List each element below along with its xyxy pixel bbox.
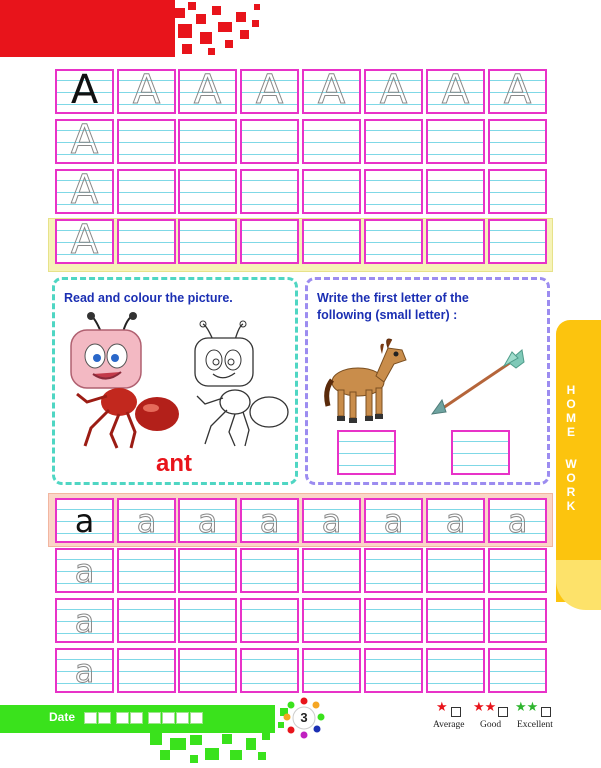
star-icon: ★★ bbox=[473, 699, 497, 714]
uppercase-cell[interactable] bbox=[117, 119, 176, 164]
tab-letter: O bbox=[566, 397, 576, 411]
uppercase-cell[interactable] bbox=[240, 219, 299, 264]
coloured-ant-illustration bbox=[61, 310, 179, 450]
uppercase-cell[interactable] bbox=[302, 119, 361, 164]
trace-letter: A bbox=[70, 217, 99, 263]
trace-letter: a bbox=[507, 502, 528, 540]
lowercase-cell[interactable] bbox=[426, 548, 485, 593]
trace-letter: A bbox=[503, 67, 532, 113]
uppercase-cell[interactable] bbox=[178, 169, 237, 214]
trace-letter: a bbox=[74, 552, 95, 590]
lowercase-cell[interactable] bbox=[117, 648, 176, 693]
colour-picture-panel bbox=[52, 277, 298, 485]
arrow-illustration bbox=[428, 348, 528, 420]
tab-letter: M bbox=[566, 411, 576, 425]
uppercase-cell[interactable] bbox=[302, 219, 361, 264]
page-number: 3 bbox=[300, 710, 308, 725]
tab-letter: R bbox=[566, 485, 576, 499]
lowercase-cell[interactable] bbox=[302, 648, 361, 693]
trace-letter: a bbox=[445, 502, 466, 540]
uppercase-cell[interactable] bbox=[302, 169, 361, 214]
lowercase-cell[interactable] bbox=[488, 548, 547, 593]
uppercase-cell[interactable] bbox=[117, 219, 176, 264]
ant-word: ant bbox=[156, 450, 192, 477]
tab-letter: O bbox=[566, 471, 576, 485]
lowercase-cell[interactable] bbox=[240, 648, 299, 693]
uppercase-cell[interactable] bbox=[240, 169, 299, 214]
uppercase-cell[interactable] bbox=[55, 69, 114, 114]
star-icon: ★★ bbox=[515, 699, 539, 714]
uppercase-cell[interactable] bbox=[488, 69, 547, 114]
trace-letter: A bbox=[255, 67, 284, 113]
trace-letter: A bbox=[379, 67, 408, 113]
lowercase-cell[interactable] bbox=[426, 648, 485, 693]
homework-side-tab-curl bbox=[556, 560, 601, 610]
lowercase-cell[interactable] bbox=[240, 498, 299, 543]
trace-letter: a bbox=[321, 502, 342, 540]
uppercase-cell[interactable] bbox=[55, 219, 114, 264]
lowercase-cell[interactable] bbox=[55, 498, 114, 543]
rating-good-checkbox[interactable] bbox=[498, 707, 508, 717]
lowercase-cell[interactable] bbox=[364, 498, 423, 543]
trace-letter: a bbox=[136, 502, 157, 540]
outline-ant-illustration bbox=[183, 320, 293, 450]
uppercase-cell[interactable] bbox=[488, 169, 547, 214]
uppercase-cell[interactable] bbox=[302, 69, 361, 114]
rating-good-label: Good bbox=[480, 720, 502, 730]
arrow-answer-box[interactable] bbox=[451, 430, 510, 475]
uppercase-cell[interactable] bbox=[55, 119, 114, 164]
colour-instruction: Read and colour the picture. bbox=[64, 291, 233, 305]
trace-letter: A bbox=[70, 117, 99, 163]
lowercase-cell[interactable] bbox=[488, 598, 547, 643]
uppercase-cell[interactable] bbox=[364, 169, 423, 214]
lowercase-cell[interactable] bbox=[488, 648, 547, 693]
rating-excellent-label: Excellent bbox=[517, 720, 553, 730]
uppercase-cell[interactable] bbox=[426, 219, 485, 264]
tab-letter: W bbox=[565, 457, 577, 471]
uppercase-cell[interactable] bbox=[426, 169, 485, 214]
lowercase-cell[interactable] bbox=[55, 648, 114, 693]
trace-letter: A bbox=[441, 67, 470, 113]
tab-letter: H bbox=[566, 383, 576, 397]
uppercase-cell[interactable] bbox=[55, 169, 114, 214]
rating-excellent-checkbox[interactable] bbox=[541, 707, 551, 717]
top-banner bbox=[0, 0, 175, 57]
lowercase-cell[interactable] bbox=[302, 548, 361, 593]
uppercase-cell[interactable] bbox=[426, 69, 485, 114]
uppercase-cell[interactable] bbox=[240, 69, 299, 114]
trace-letter: A bbox=[132, 67, 161, 113]
uppercase-cell[interactable] bbox=[364, 69, 423, 114]
lowercase-cell[interactable] bbox=[488, 498, 547, 543]
uppercase-cell[interactable] bbox=[488, 119, 547, 164]
uppercase-cell[interactable] bbox=[178, 119, 237, 164]
model-letter: A bbox=[70, 67, 99, 113]
uppercase-cell[interactable] bbox=[117, 169, 176, 214]
lowercase-cell[interactable] bbox=[178, 598, 237, 643]
trace-letter: a bbox=[197, 502, 218, 540]
lowercase-cell[interactable] bbox=[117, 498, 176, 543]
uppercase-cell[interactable] bbox=[178, 219, 237, 264]
uppercase-cell[interactable] bbox=[364, 219, 423, 264]
lowercase-cell[interactable] bbox=[364, 648, 423, 693]
star-icon: ★ bbox=[436, 699, 448, 714]
tab-letter: E bbox=[566, 425, 575, 439]
trace-letter: A bbox=[193, 67, 222, 113]
uppercase-cell[interactable] bbox=[117, 69, 176, 114]
uppercase-cell[interactable] bbox=[364, 119, 423, 164]
trace-letter: a bbox=[383, 502, 404, 540]
uppercase-cell[interactable] bbox=[178, 69, 237, 114]
lowercase-cell[interactable] bbox=[178, 548, 237, 593]
lowercase-cell[interactable] bbox=[240, 548, 299, 593]
trace-letter: a bbox=[74, 602, 95, 640]
lowercase-cell[interactable] bbox=[178, 498, 237, 543]
horse-illustration bbox=[322, 330, 414, 425]
trace-letter: a bbox=[74, 652, 95, 690]
trace-letter: A bbox=[317, 67, 346, 113]
lowercase-cell[interactable] bbox=[178, 648, 237, 693]
lowercase-cell[interactable] bbox=[302, 598, 361, 643]
first-letter-panel bbox=[305, 277, 550, 485]
lowercase-cell[interactable] bbox=[55, 548, 114, 593]
lowercase-cell[interactable] bbox=[426, 498, 485, 543]
first-letter-instruction-line2: following (small letter) : bbox=[317, 308, 458, 322]
lowercase-cell[interactable] bbox=[117, 598, 176, 643]
date-label: Date bbox=[49, 710, 76, 724]
trace-letter: A bbox=[70, 167, 99, 213]
lowercase-cell[interactable] bbox=[364, 598, 423, 643]
uppercase-cell[interactable] bbox=[426, 119, 485, 164]
lowercase-cell[interactable] bbox=[302, 498, 361, 543]
lowercase-cell[interactable] bbox=[55, 598, 114, 643]
uppercase-cell[interactable] bbox=[240, 119, 299, 164]
lowercase-cell[interactable] bbox=[117, 548, 176, 593]
tab-letter: K bbox=[566, 499, 576, 513]
uppercase-cell[interactable] bbox=[488, 219, 547, 264]
horse-answer-box[interactable] bbox=[337, 430, 396, 475]
trace-letter: a bbox=[259, 502, 280, 540]
first-letter-instruction-line1: Write the first letter of the bbox=[317, 291, 469, 305]
lowercase-cell[interactable] bbox=[364, 548, 423, 593]
rating-average-checkbox[interactable] bbox=[451, 707, 461, 717]
lowercase-cell[interactable] bbox=[426, 598, 485, 643]
model-letter: a bbox=[74, 502, 95, 540]
lowercase-cell[interactable] bbox=[240, 598, 299, 643]
rating-average-label: Average bbox=[433, 720, 465, 730]
